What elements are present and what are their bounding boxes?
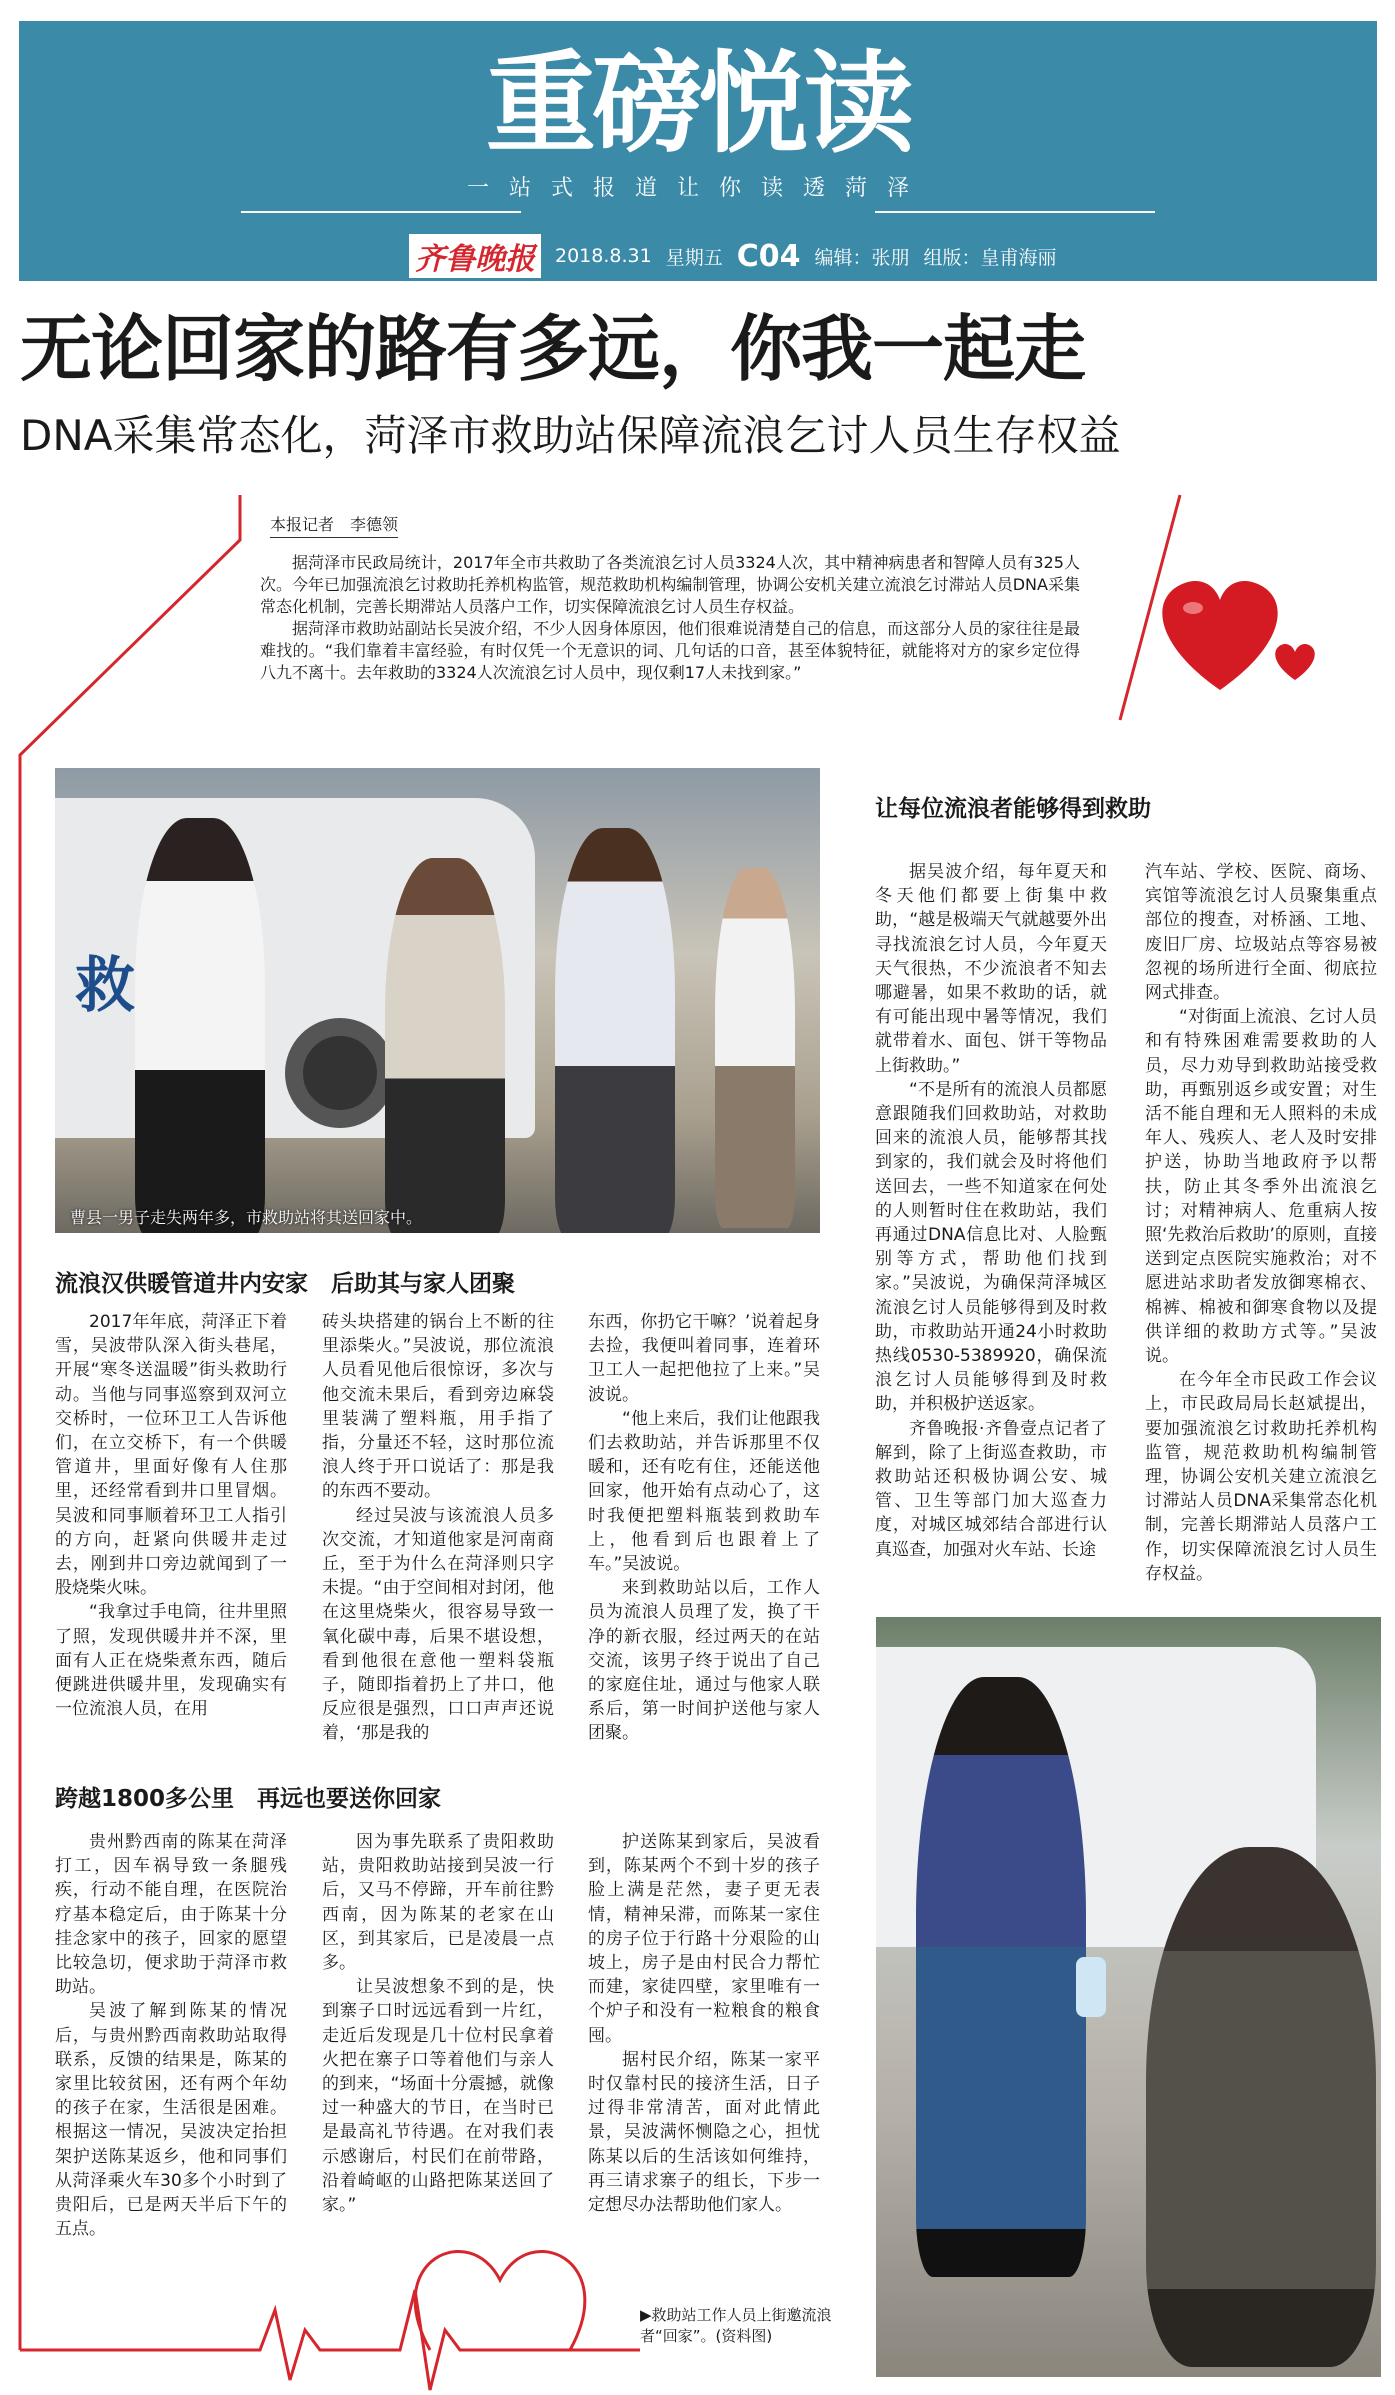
- section3-col2-para1: 汽车站、学校、医院、商场、宾馆等流浪乞讨人员聚集重点部位的搜查，对桥涵、工地、废旧厂房、垃圾站点等容易被忽视的场所进行全面、彻底拉网式排查。: [1145, 862, 1377, 1004]
- section3-col1-para2: “不是所有的流浪人员都愿意跟随我们回救助站，对救助回来的流浪人员，能够帮其找到家的，我们就会及时将他们送回去，一些不知道家在何处的人则暂时住在救助站，我们再通过DNA信息比对、人脸甄别等方式，帮助他们找到家。”吴波说，为确保菏泽城区流浪乞讨人员能够得到及时救助，市救助站开通24小时救助热线0530-5389920，确保流浪乞讨人员能够得到及时救助，并积极护送返家。: [875, 1079, 1107, 1415]
- lead-paragraph-2: 据菏泽市救助站副站长吴波介绍，不少人因身体原因，他们很难说清楚自己的信息，而这部分人员的家往往是最难找的。“我们靠着丰富经验，有时仅凭一个无意识的词、几句话的口音，甚至体貌特征，就能将对方的家乡定位得八九不离十。去年救助的3324人次流浪乞讨人员中，现仅剩17人未找到家。”: [260, 619, 1080, 682]
- issue-date: 2018.8.31: [555, 245, 652, 267]
- section2-title: 跨越1800多公里 再远也要送你回家: [55, 1786, 442, 1812]
- section1-col2-para1: 砖头块搭建的锅台上不断的往里添柴火。”吴波说，那位流浪人员看见他后很惊讶，多次与他交流未果后，看到旁边麻袋里装满了塑料瓶，用手指了指，分量还不轻，这时那位流浪人终于开口说话了：那是我的东西不要动。: [322, 1312, 554, 1502]
- photo1-caption: 曹县一男子走失两年多，市救助站将其送回家中。: [70, 1208, 423, 1227]
- family-member-figure: [555, 828, 675, 1233]
- issue-weekday: 星期五: [665, 246, 723, 269]
- photo-street-rescue: [876, 1617, 1381, 2377]
- section2-column-1: [55, 1830, 287, 2241]
- issue-info-bar: [409, 236, 1057, 276]
- section2-col2-para2: 让吴波想象不到的是，快到寨子口时远远看到一片红，走近后发现是几十位村民拿着火把在寨子口等着他们与亲人的到来，“场面十分震撼，就像过一种盛大的节日，在当时已是最高礼节待遇。在对我们表示感谢后，村民们在前带路，沿着崎岖的山路把陈某送回了家。”: [322, 1977, 554, 2216]
- photo-rescue-home: [55, 768, 820, 1233]
- heart-icon: [1145, 560, 1335, 710]
- masthead-banner: [19, 21, 1377, 281]
- column-slogan: 一站式报道让你读透菏泽: [466, 176, 929, 201]
- newspaper-logo: 齐鲁晚报: [409, 234, 541, 278]
- editor-credit: 编辑：张朋: [814, 246, 910, 269]
- villager-figure: [715, 868, 795, 1228]
- section2-col1-para2: 吴波了解到陈某的情况后，与贵州黔西南救助站取得联系，反馈的结果是，陈某的家里比较贫困，还有两个年幼的孩子在家，生活很是困难。根据这一情况，吴波决定抬担架护送陈某返乡，他和同事们从菏泽乘火车30多个小时到了贵阳后，已是两天半后下午的五点。: [55, 2001, 287, 2240]
- section3-col2-para2: “对街面上流浪、乞讨人员和有特殊困难需要救助的人员，尽力劝导到救助站接受救助，再甄别返乡或安置；对生活不能自理和无人照料的未成年人、残疾人、老人及时安排护送，协助当地政府予以帮扶，防止其冬季外出流浪乞讨；对精神病人、危重病人按照‘先救治后救助’的原则，直接送到定点医院实施救治；对不愿进站求助者发放御寒棉衣、棉裤、棉被和御寒食物以及提供详细的救助方式等。”吴波说。: [1145, 1007, 1377, 1367]
- slogan-divider-left: [241, 211, 521, 213]
- rescue-worker-figure: [135, 818, 265, 1233]
- section1-column-3: [588, 1310, 820, 1746]
- van-wheel: [285, 1018, 395, 1128]
- section1-column-2: [322, 1310, 554, 1746]
- section2-col3-para1: 护送陈某到家后，吴波看到，陈某两个不到十岁的孩子脸上满是茫然，妻子更无表情，精神呆滞，而陈某一家住的房子位于行路十分艰险的山坡上，房子是由村民合力帮忙而建，家徒四壁，家里唯有一个炉子和没有一粒粮食的粮食囤。: [588, 1832, 820, 2046]
- lead-paragraphs: [260, 552, 1080, 684]
- section1-column-1: [55, 1310, 287, 1721]
- section2-col2-para1: 因为事先联系了贵阳救助站，贵阳救助站接到吴波一行后，又马不停蹄，开车前往黔西南，因为陈某的老家在山区，到其家后，已是凌晨一点多。: [322, 1832, 554, 1974]
- homeless-man-figure: [1146, 1847, 1376, 2367]
- slogan-divider-right: [875, 211, 1155, 213]
- returned-man-figure: [385, 858, 505, 1233]
- section3-column-2: [1145, 860, 1377, 1586]
- section2-column-3: [588, 1830, 820, 2217]
- section3-column-1: [875, 860, 1107, 1562]
- section2-column-2: [322, 1830, 554, 2217]
- section3-col2-para3: 在今年全市民政工作会议上，市民政局局长赵斌提出，要加强流浪乞讨救助托养机构监管，规范救助机构编制管理，协调公安机关建立流浪乞讨滞站人员DNA采集常态化机制，完善长期滞站人员落户工作，切实保障流浪乞讨人员生存权益。: [1145, 1370, 1377, 1584]
- section2-col1-para1: 贵州黔西南的陈某在菏泽打工，因车祸导致一条腿残疾，行动不能自理，在医院治疗基本稳定后，由于陈某十分挂念家中的孩子，回家的愿望比较急切，便求助于菏泽市救助站。: [55, 1832, 287, 1998]
- section1-col1-para2: “我拿过手电筒，往井里照了照，发现供暖井并不深，里面有人正在烧柴煮东西，随后便跳进供暖井里，发现确实有一位流浪人员，在用: [55, 1602, 287, 1720]
- article-subhead: DNA采集常态化，菏泽市救助站保障流浪乞讨人员生存权益: [20, 411, 1121, 460]
- layout-credit: 组版：皇甫海丽: [923, 246, 1057, 269]
- water-bottle: [1076, 1957, 1106, 2017]
- lead-paragraph-1: 据菏泽市民政局统计，2017年全市共救助了各类流浪乞讨人员3324人次，其中精神病患者和智障人员有325人次。今年已加强流浪乞讨救助托养机构监管，规范救助机构编制管理，协调公安机关建立流浪乞讨滞站人员DNA采集常态化机制，完善长期滞站人员落户工作，切实保障流浪乞讨人员生存权益。: [260, 553, 1080, 616]
- section1-col3-para3: 来到救助站以后，工作人员为流浪人员理了发，换了干净的新衣服，经过两天的在站交流，该男子终于说出了自己的家庭住址，通过与他家人联系后，第一时间护送他与家人团聚。: [588, 1578, 820, 1744]
- section1-col3-para2: “他上来后，我们让他跟我们去救助站，并告诉那里不仅暖和，还有吃有住，还能送他回家，他开始有点动心了，这时我便把塑料瓶装到救助车上，他看到后也跟着上了车。”吴波说。: [588, 1408, 820, 1575]
- section3-col1-para1: 据吴波介绍，每年夏天和冬天他们都要上街集中救助，“越是极端天气就越要外出寻找流浪乞讨人员，今年夏天天气很热，不少流浪者不知去哪避暑，如果不救助的话，就有可能出现中暑等情况，我们就带着水、面包、饼干等物品上街救助。”: [875, 862, 1107, 1076]
- section1-col2-para2: 经过吴波与该流浪人员多次交流，才知道他家是河南商丘，至于为什么在菏泽则只字未提。“由于空间相对封闭，他在这里烧柴火，很容易导致一氧化碳中毒，后果不堪设想，看到他很在意他一塑料袋瓶子，随即指着扔上了井口，他反应很是强烈，口口声声还说着，‘那是我的: [322, 1505, 554, 1744]
- section3-title: 让每位流浪者能够得到救助: [875, 796, 1151, 822]
- byline: 本报记者 李德领: [270, 512, 398, 538]
- photo2-caption: ▶救助站工作人员上街邀流浪者“回家”。(资料图): [640, 2306, 832, 2345]
- section1-title: 流浪汉供暖管道井内安家 后助其与家人团聚: [55, 1271, 515, 1297]
- section3-col1-para3: 齐鲁晚报·齐鲁壹点记者了解到，除了上街巡查救助，市救助站还积极协调公安、城管、卫生等部门加大巡查力度，对城区城郊结合部进行认真巡查，加强对火车站、长途: [875, 1418, 1107, 1560]
- section1-col1-para1: 2017年年底，菏泽正下着雪，吴波带队深入街头巷尾，开展“寒冬送温暖”街头救助行动。当他与同事巡察到双河立交桥时，一位环卫工人告诉他们，在立交桥下，有一个供暖管道井，里面好像有人住那里，还经常看到井口里冒烟。吴波和同事顺着环卫工人指引的方向，赶紧向供暖井走过去，刚到井口旁边就闻到了一股烧柴火味。: [55, 1312, 287, 1599]
- column-title: 重磅悦读: [486, 40, 910, 168]
- rescue-worker-figure-2: [916, 1677, 1086, 2277]
- van-lettering: 救: [75, 951, 135, 1021]
- section1-col3-para1: 东西，你扔它干嘛？’说着起身去捡，我便叫着同事，连着环卫工人一起把他拉了上来。”吴波说。: [588, 1312, 820, 1405]
- page-number: C04: [736, 238, 801, 274]
- section2-col3-para2: 据村民介绍，陈某一家平时仅靠村民的接济生活，日子过得非常清苦，面对此情此景，吴波满怀恻隐之心，担忧陈某以后的生活该如何维持，再三请求寨子的组长，下步一定想尽办法帮助他们家人。: [588, 2049, 820, 2216]
- article-headline: 无论回家的路有多远，你我一起走: [20, 307, 1086, 391]
